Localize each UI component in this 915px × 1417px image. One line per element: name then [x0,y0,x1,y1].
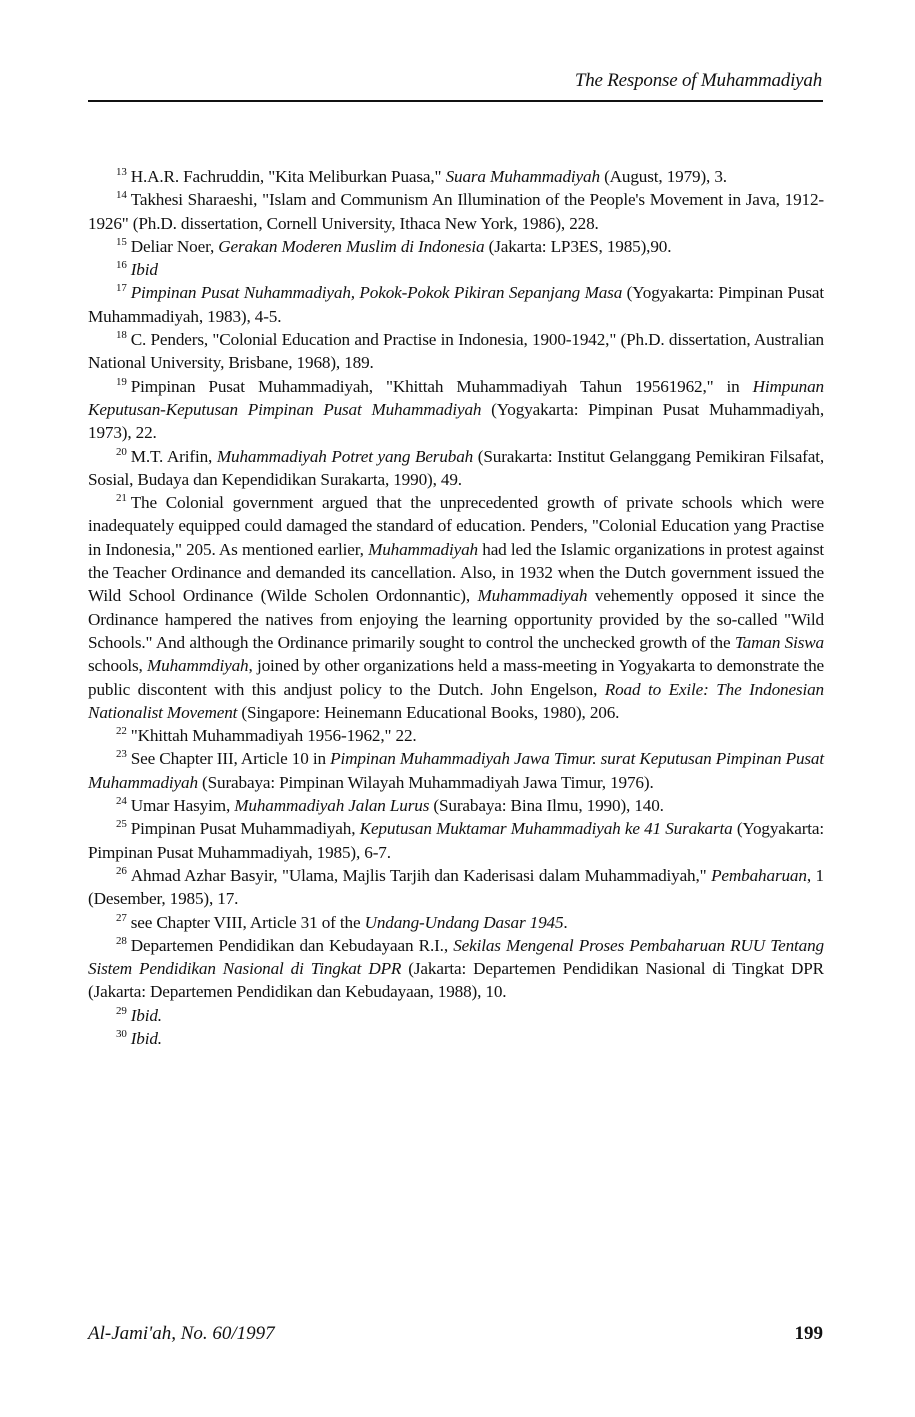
footnote-text: (Yogyakarta: Pimpinan Pusat Muhammadiyah, 1973), 22. [88,399,824,443]
header-rule [88,100,823,102]
footnote-italic-title: Muhammadiyah Jalan Lurus [234,796,430,816]
footnote-text: Umar Hasyim, [130,796,235,816]
footnote-text: vehemently opposed it since the Ordinance hampered the natives from enjoying the learning opportunity provided by the so-called "Wild Schools." And although the Ordinance primarily sought to control the unchecked growth of the [88,586,824,652]
footnote-text: schools, [88,656,147,676]
footnote-text: Departemen Pendidikan dan Kebudayaan R.I., [130,935,454,955]
footnote-number: 24 [116,795,127,808]
footnote [88,165,824,188]
footnote-text: C. Penders, "Colonial Education and Practise in Indonesia, 1900-1942," (Ph.D. dissertation, Australian National University, Brisbane, 1968), 189. [88,330,824,373]
footnote-text: Pimpinan Pusat Muhammadiyah, [130,819,360,839]
footnote [88,747,824,794]
footnote [88,281,824,328]
footnote-italic-title: Sekilas Mengenal Proses Pembaharuan RUU Tentang Sistem Pendidikan Nasional di Tingkat DPR [88,935,824,979]
footnote-number: 14 [116,189,127,202]
footnote-text: The Colonial government argued that the unprecedented growth of private schools which were inadequately equipped could damaged the standard of education. Penders, "Colonial Education yang Practise in Indonesia," 205. As mentioned earlier, [88,493,824,559]
page-number: 199 [794,1323,823,1344]
footnote-italic-title: Taman Siswa [734,632,825,652]
footnote-text: , 1 (Desember, 1985), 17. [88,865,824,909]
footnote-italic-title: Keputusan Muktamar Muhammadiyah ke 41 Surakarta [359,819,733,839]
footnote [88,375,824,445]
footnote-number: 23 [116,748,127,761]
footnote [88,794,824,817]
footnote-italic-title: Ibid [130,260,158,280]
footnote-text: had led the Islamic organizations in protest against the Teacher Ordinance and demanded its cancellation. Also, in 1932 when the Dutch government issued the Wild School Ordinance (Wilde Scholen Ordonnantic), [88,539,824,606]
footnote-italic-title: Gerakan Moderen Muslim di Indonesia [218,236,485,256]
footnote [88,817,824,864]
footnote [88,1027,824,1050]
footnote-text: (Yogyakarta: Pimpinan Pusat Muhammadiyah, 1985), 6-7. [88,819,825,862]
footnote-text: (Jakarta: LP3ES, 1985),90. [484,236,672,256]
footnote [88,911,824,934]
footnote [88,934,824,1004]
footnote-number: 27 [116,911,127,924]
footnote [88,328,824,375]
footnote-number: 15 [116,235,127,248]
footnote [88,188,824,235]
footnote [88,258,824,281]
footnote-text: "Khittah Muhammadiyah 1956-1962," 22. [130,726,417,746]
footnote-number: 16 [116,259,127,272]
footnote-italic-title: Suara Muhammadiyah [445,167,600,186]
footnote-text: (Jakarta: Departemen Pendidikan Nasional di Tingkat DPR (Jakarta: Departemen Pendidikan dan Kebudayaan, 1988), 10. [88,959,824,1002]
footnote-number: 29 [116,1004,127,1017]
footnote-text: see Chapter VIII, Article 31 of the [130,912,365,932]
footnote-text: See Chapter III, Article 10 in [130,749,331,769]
footnote-number: 26 [116,864,127,877]
footnote-number: 19 [116,375,127,388]
footnote-italic-title: Ibid. [130,1005,162,1025]
footnote-number: 20 [116,445,127,458]
footnote [88,864,824,911]
footnote-text: , joined by other organizations held a mass-meeting in Yogyakarta to demonstrate the public discontent with this andjust policy to the Dutch. John Engelson, [88,656,824,699]
footnote-italic-title: Road to Exile: The Indonesian Nationalist Movement [88,679,824,722]
footnote-number: 17 [116,282,127,295]
footnote [88,1004,824,1027]
footnote-italic-title: Pembaharuan [711,865,807,885]
footnote-italic-title: Muhammadiyah Potret yang Berubah [216,446,474,466]
footnote-italic-title: Muhammadiyah [368,539,478,559]
footnote [88,445,824,492]
footnote-number: 13 [116,166,127,178]
footnote-number: 22 [116,725,127,738]
footnote-text: (Singapore: Heinemann Educational Books, 1980), 206. [237,702,620,722]
footnote-italic-title: Undang-Undang Dasar 1945 [364,912,564,932]
footnote-text: Deliar Noer, [130,236,219,256]
footnote-number: 25 [116,818,127,831]
footnote-number: 21 [116,492,127,505]
footnote-text: Ahmad Azhar Basyir, "Ulama, Majlis Tarjih dan Kaderisasi dalam Muhammadiyah," [130,865,712,885]
footnote-text: Pimpinan Pusat Muhammadiyah, "Khittah Muhammadiyah Tahun 19561962," in [130,376,753,396]
footnote-italic-title: Himpunan Keputusan-Keputusan Pimpinan Pusat Muhammadiyah [88,376,824,419]
footnote [88,491,824,724]
footnote-italic-title: Muhammdiyah [147,656,249,676]
footnote-italic-title: Pimpinan Muhammadiyah Jawa Timur. surat Keputusan Pimpinan Pusat Muhammadiyah [88,749,824,792]
footnote [88,724,824,747]
footnote [88,235,824,258]
footnote-text: (Surabaya: Pimpinan Wilayah Muhammadiyah Jawa Timur, 1976). [197,772,654,792]
footnote-italic-title: Pimpinan Pusat Nuhammadiyah, Pokok-Pokok Pikiran Sepanjang Masa [130,283,623,303]
journal-citation: Al-Jami'ah, No. 60/1997 [88,1323,275,1344]
footnote-text: (Surakarta: Institut Gelanggang Pemikiran Filsafat, Sosial, Budaya dan Kependidikan Surakarta, 1990), 49. [88,446,825,489]
footnote-text: Takhesi Sharaeshi, "Islam and Communism An Illumination of the People's Movement in Java, 1912-1926" (Ph.D. dissertation, Cornell University, Ithaca New York, 1986), 228. [88,190,824,233]
footnote-text: . [563,912,568,932]
running-head-title: The Response of Muhammadiyah [574,70,822,91]
footnote-text: (August, 1979), 3. [599,167,727,186]
footnote-text: M.T. Arifin, [130,446,217,466]
footnote-number: 28 [116,934,127,947]
footnote-text: (Yogyakarta: Pimpinan Pusat Muhammadiyah, 1983), 4-5. [88,283,824,326]
footnotes-list [88,165,824,1050]
footnote-number: 18 [116,329,127,342]
footnote-text: H.A.R. Fachruddin, "Kita Meliburkan Puasa," [130,167,446,186]
footnote-number: 30 [116,1027,127,1040]
footnote-italic-title: Ibid. [130,1028,162,1048]
footnote-text: (Surabaya: Bina Ilmu, 1990), 140. [429,796,664,816]
footnote-italic-title: Muhammadiyah [477,586,588,606]
